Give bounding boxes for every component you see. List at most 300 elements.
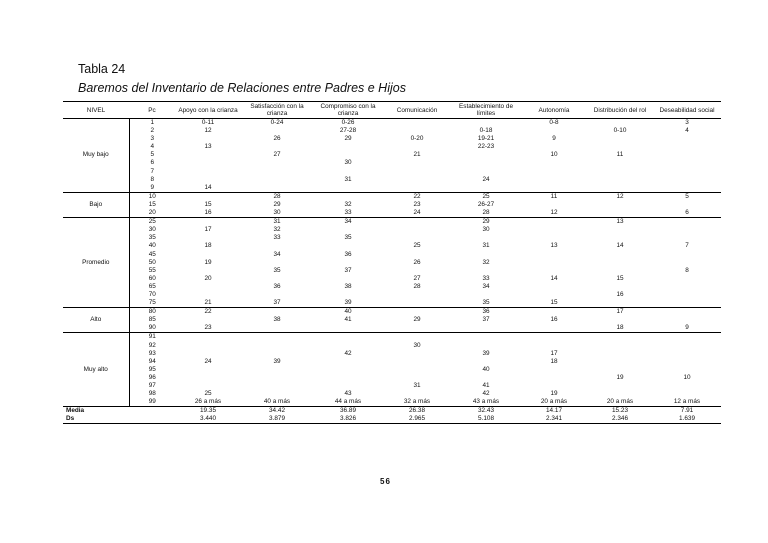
baremos-table	[63, 101, 721, 424]
table-row	[63, 283, 721, 291]
score-cell	[175, 366, 241, 374]
score-cell	[653, 259, 721, 267]
score-cell	[451, 342, 521, 350]
score-cell: 5	[653, 192, 721, 201]
table-row	[63, 184, 721, 193]
score-cell: 9	[685, 324, 689, 332]
score-cell: 29	[451, 218, 521, 227]
score-cell: 38	[273, 316, 281, 324]
score-cell	[175, 234, 241, 242]
score-cell: 32	[344, 200, 352, 208]
score-cell	[653, 283, 721, 291]
percentile-cell: 20	[148, 209, 156, 217]
score-cell	[653, 159, 721, 167]
score-cell: 12	[587, 192, 653, 201]
table-row	[63, 201, 721, 209]
score-cell: 34	[482, 282, 490, 290]
percentile-cell: 10	[129, 192, 175, 201]
score-cell: 30	[273, 209, 281, 217]
table-row	[63, 267, 721, 275]
score-cell	[587, 283, 653, 291]
score-cell	[451, 151, 521, 159]
score-cell: 10	[550, 151, 558, 159]
score-cell	[383, 168, 451, 176]
score-cell: 30	[482, 226, 490, 234]
score-cell	[521, 143, 587, 151]
score-cell	[313, 259, 383, 267]
stats-label: Ds	[63, 415, 129, 424]
score-cell: 11	[521, 192, 587, 201]
level-group	[63, 218, 721, 308]
table-row	[63, 299, 721, 308]
table-row	[63, 390, 721, 398]
table-row	[63, 234, 721, 242]
score-cell	[383, 366, 451, 374]
score-cell: 42	[482, 390, 490, 398]
score-cell: 19	[550, 390, 558, 398]
score-cell: 26	[413, 258, 421, 266]
table-row	[63, 119, 721, 128]
score-cell	[587, 184, 653, 193]
score-cell	[313, 366, 383, 374]
score-cell	[451, 267, 521, 275]
table-row	[63, 308, 721, 317]
score-cell: 24	[482, 175, 490, 183]
score-cell	[653, 143, 721, 151]
score-cell: 31	[413, 382, 421, 389]
score-cell	[521, 127, 587, 135]
score-cell	[653, 168, 721, 176]
percentile-cell: 35	[148, 234, 156, 242]
score-cell	[383, 358, 451, 366]
level-label: Promedio	[63, 218, 129, 308]
percentile-cell: 8	[150, 175, 155, 183]
score-cell	[383, 324, 451, 333]
stats-value: 34.42	[241, 407, 313, 416]
score-cell	[241, 390, 313, 398]
stats-value: 5.108	[451, 415, 521, 424]
score-cell	[175, 159, 241, 167]
score-cell	[175, 333, 241, 342]
percentile-cell: 40	[148, 242, 156, 250]
score-cell	[241, 342, 313, 350]
score-cell	[383, 218, 451, 227]
score-cell: 28	[482, 209, 490, 217]
table-row	[63, 275, 721, 283]
percentile-cell: 50	[148, 258, 156, 266]
table-row	[63, 209, 721, 218]
header-deseabilidad: Deseabilidad social	[653, 102, 721, 119]
score-cell	[175, 251, 241, 259]
score-cell	[451, 291, 521, 299]
stats-value: 15.23	[587, 407, 653, 416]
page-number: 56	[380, 477, 391, 486]
table-row	[63, 259, 721, 267]
score-cell: 37	[273, 299, 281, 307]
score-cell: 15	[616, 274, 624, 282]
score-cell	[653, 358, 721, 366]
score-cell: 21	[413, 151, 421, 159]
score-cell	[383, 234, 451, 242]
score-cell	[521, 218, 587, 227]
score-cell: 19	[616, 373, 624, 381]
score-cell	[241, 127, 313, 135]
score-cell: 27-28	[339, 127, 357, 135]
percentile-cell: 97	[148, 382, 156, 389]
score-cell	[587, 234, 653, 242]
score-cell	[383, 176, 451, 184]
header-limites: Establecimiento de límites	[451, 102, 521, 119]
percentile-cell: 93	[148, 349, 156, 357]
score-cell	[175, 291, 241, 299]
score-cell	[653, 234, 721, 242]
stats-value: 19.35	[175, 407, 241, 416]
score-cell	[313, 226, 383, 234]
score-cell	[587, 366, 653, 374]
score-cell: 20	[204, 274, 212, 282]
percentile-cell: 96	[148, 373, 156, 381]
score-cell: 39	[273, 357, 281, 365]
score-cell: 32 a más	[403, 398, 431, 406]
score-cell	[451, 159, 521, 167]
table-row	[63, 218, 721, 227]
table-row	[63, 135, 721, 143]
score-cell	[653, 151, 721, 159]
score-cell: 31	[241, 218, 313, 227]
table-row	[63, 382, 721, 390]
score-cell	[241, 176, 313, 184]
score-cell	[383, 143, 451, 151]
score-cell: 10	[683, 373, 691, 381]
score-cell: 25	[413, 242, 421, 250]
score-cell	[241, 366, 313, 374]
score-cell: 16	[550, 316, 558, 324]
score-cell: 30	[344, 159, 352, 167]
score-cell: 19-21	[477, 135, 495, 143]
score-cell: 36	[451, 308, 521, 317]
score-cell	[587, 168, 653, 176]
level-label: Muy alto	[63, 333, 129, 407]
stats-section	[63, 407, 721, 424]
score-cell	[175, 382, 241, 390]
score-cell: 0-18	[479, 127, 493, 135]
score-cell	[383, 159, 451, 167]
percentile-cell: 1	[129, 119, 175, 128]
score-cell	[653, 275, 721, 283]
score-cell	[587, 176, 653, 184]
score-cell: 0-11	[175, 119, 241, 128]
table-row	[63, 316, 721, 324]
score-cell	[587, 267, 653, 275]
level-group	[63, 192, 721, 217]
score-cell	[175, 267, 241, 275]
score-cell: 17	[587, 308, 653, 317]
stats-value: 2.965	[383, 415, 451, 424]
score-cell	[653, 135, 721, 143]
score-cell: 21	[204, 299, 212, 307]
stats-value: 3.879	[241, 415, 313, 424]
table-row	[63, 143, 721, 151]
score-cell: 18	[204, 242, 212, 250]
score-cell	[313, 242, 383, 250]
score-cell	[383, 374, 451, 382]
score-cell	[175, 176, 241, 184]
score-cell: 20 a más	[540, 398, 568, 406]
score-cell	[521, 267, 587, 275]
score-cell: 27	[413, 274, 421, 282]
score-cell: 17	[204, 226, 212, 234]
score-cell: 19	[204, 258, 212, 266]
score-cell: 37	[344, 266, 352, 274]
score-cell	[175, 151, 241, 159]
score-cell	[587, 209, 653, 218]
score-cell	[313, 168, 383, 176]
score-cell: 29	[344, 135, 352, 143]
score-cell	[383, 226, 451, 234]
score-cell	[521, 308, 587, 317]
score-cell	[653, 291, 721, 299]
score-cell	[313, 192, 383, 201]
score-cell: 40	[482, 365, 490, 373]
stats-value: 26.38	[383, 407, 451, 416]
score-cell: 3	[653, 119, 721, 128]
table-row	[63, 251, 721, 259]
table-row	[63, 192, 721, 201]
score-cell	[653, 226, 721, 234]
percentile-cell: 80	[129, 308, 175, 317]
level-group	[63, 119, 721, 193]
stats-row	[63, 415, 721, 424]
score-cell	[175, 135, 241, 143]
percentile-cell: 98	[148, 390, 156, 398]
score-cell	[451, 234, 521, 242]
score-cell: 14	[550, 274, 558, 282]
header-distribucion: Distribución del rol	[587, 102, 653, 119]
table-row	[63, 358, 721, 366]
table-row	[63, 127, 721, 135]
score-cell	[587, 119, 653, 128]
score-cell	[241, 143, 313, 151]
score-cell	[521, 382, 587, 390]
score-cell: 6	[685, 209, 689, 217]
score-cell: 26 a más	[194, 398, 222, 406]
score-cell	[521, 234, 587, 242]
score-cell: 15	[550, 299, 558, 307]
score-cell: 39	[344, 299, 352, 307]
score-cell: 43 a más	[472, 398, 500, 406]
table-row	[63, 342, 721, 350]
score-cell: 29	[413, 316, 421, 324]
score-cell	[313, 324, 383, 333]
score-cell	[653, 316, 721, 324]
score-cell: 11	[616, 151, 624, 159]
score-cell	[313, 151, 383, 159]
level-label: Bajo	[63, 192, 129, 217]
score-cell	[587, 159, 653, 167]
score-cell: 26	[273, 135, 281, 143]
score-cell: 26-27	[477, 200, 495, 208]
score-cell	[383, 127, 451, 135]
score-cell: 9	[552, 135, 556, 143]
score-cell	[313, 382, 383, 390]
score-cell	[653, 218, 721, 227]
score-cell: 13	[550, 242, 558, 250]
percentile-cell: 75	[148, 299, 156, 307]
level-label: Muy bajo	[63, 119, 129, 193]
percentile-cell: 3	[150, 135, 155, 143]
score-cell	[587, 143, 653, 151]
score-cell: 44 a más	[334, 398, 362, 406]
score-cell	[313, 374, 383, 382]
score-cell: 43	[344, 390, 352, 398]
stats-label: Media	[63, 407, 129, 416]
score-cell: 30	[413, 341, 421, 349]
score-cell: 29	[273, 200, 281, 208]
table-row	[63, 333, 721, 342]
percentile-cell: 4	[150, 143, 155, 151]
score-cell: 25	[451, 192, 521, 201]
score-cell: 23	[413, 200, 421, 208]
score-cell: 31	[482, 242, 490, 250]
score-cell	[521, 333, 587, 342]
score-cell	[521, 251, 587, 259]
score-cell	[451, 184, 521, 193]
header-pc: Pc	[129, 102, 175, 119]
score-cell	[587, 358, 653, 366]
score-cell: 31	[344, 175, 352, 183]
score-cell: 32	[482, 258, 490, 266]
score-cell: 12	[204, 127, 212, 135]
stats-value: 14.17	[521, 407, 587, 416]
score-cell	[175, 168, 241, 176]
score-cell: 18	[550, 357, 558, 365]
percentile-cell: 85	[148, 316, 156, 324]
score-cell	[521, 168, 587, 176]
level-group	[63, 333, 721, 407]
percentile-cell: 91	[129, 333, 175, 342]
score-cell	[241, 291, 313, 299]
score-cell	[653, 299, 721, 308]
score-cell: 15	[204, 200, 212, 208]
table-row	[63, 151, 721, 159]
score-cell	[451, 374, 521, 382]
header-satisfaccion: Satisfacción con la crianza	[241, 102, 313, 119]
score-cell: 39	[482, 349, 490, 357]
score-cell	[587, 390, 653, 398]
score-cell	[521, 374, 587, 382]
header-autonomia: Autonomía	[521, 102, 587, 119]
score-cell: 28	[241, 192, 313, 201]
score-cell	[313, 143, 383, 151]
score-cell	[587, 342, 653, 350]
stats-value: 3.826	[313, 415, 383, 424]
stats-value: 2.346	[587, 415, 653, 424]
header-compromiso: Compromiso con la crianza	[313, 102, 383, 119]
score-cell	[383, 390, 451, 398]
score-cell: 25	[204, 390, 212, 398]
table-row	[63, 366, 721, 374]
score-cell: 33	[482, 274, 490, 282]
score-cell	[653, 382, 721, 390]
score-cell	[587, 251, 653, 259]
score-cell: 14	[616, 242, 624, 250]
score-cell	[653, 201, 721, 209]
score-cell: 33	[273, 234, 281, 242]
score-cell: 36	[273, 282, 281, 290]
score-cell	[383, 291, 451, 299]
score-cell	[653, 251, 721, 259]
percentile-cell: 55	[148, 266, 156, 274]
score-cell	[521, 324, 587, 333]
score-cell	[383, 184, 451, 193]
score-cell: 37	[482, 316, 490, 324]
header-apoyo: Apoyo con la crianza	[175, 102, 241, 119]
header-row	[63, 102, 721, 119]
score-cell	[521, 159, 587, 167]
score-cell: 7	[685, 242, 689, 250]
score-cell	[587, 316, 653, 324]
score-cell	[241, 242, 313, 250]
score-cell	[313, 184, 383, 193]
score-cell: 12	[550, 209, 558, 217]
score-cell: 38	[344, 282, 352, 290]
score-cell: 16	[616, 290, 624, 298]
score-cell: 20 a más	[606, 398, 634, 406]
score-cell	[383, 267, 451, 275]
score-cell	[653, 366, 721, 374]
score-cell	[451, 333, 521, 342]
score-cell	[241, 374, 313, 382]
score-cell	[587, 333, 653, 342]
score-cell	[175, 316, 241, 324]
score-cell: 27	[273, 151, 281, 159]
percentile-cell: 7	[150, 167, 155, 175]
score-cell	[175, 342, 241, 350]
stats-value: 7.91	[653, 407, 721, 416]
score-cell: 23	[204, 324, 212, 332]
score-cell	[383, 333, 451, 342]
score-cell	[241, 350, 313, 358]
score-cell: 33	[344, 209, 352, 217]
score-cell: 0-10	[613, 127, 627, 135]
score-cell	[313, 291, 383, 299]
score-cell	[587, 299, 653, 308]
score-cell	[653, 350, 721, 358]
score-cell	[521, 184, 587, 193]
score-cell	[587, 350, 653, 358]
score-cell	[313, 342, 383, 350]
score-cell: 17	[550, 349, 558, 357]
table-row	[63, 159, 721, 167]
score-cell	[313, 333, 383, 342]
score-cell	[383, 350, 451, 358]
score-cell	[653, 184, 721, 193]
score-cell	[383, 299, 451, 308]
score-cell	[521, 201, 587, 209]
score-cell	[241, 324, 313, 333]
score-cell: 22	[175, 308, 241, 317]
score-cell: 40 a más	[263, 398, 291, 406]
score-cell	[383, 308, 451, 317]
score-cell	[451, 168, 521, 176]
score-cell: 0-26	[313, 119, 383, 128]
score-cell: 32	[273, 226, 281, 234]
score-cell	[521, 259, 587, 267]
score-cell: 14	[204, 183, 212, 191]
stats-value: 3.440	[175, 415, 241, 424]
percentile-cell: 70	[148, 290, 156, 298]
score-cell	[451, 251, 521, 259]
